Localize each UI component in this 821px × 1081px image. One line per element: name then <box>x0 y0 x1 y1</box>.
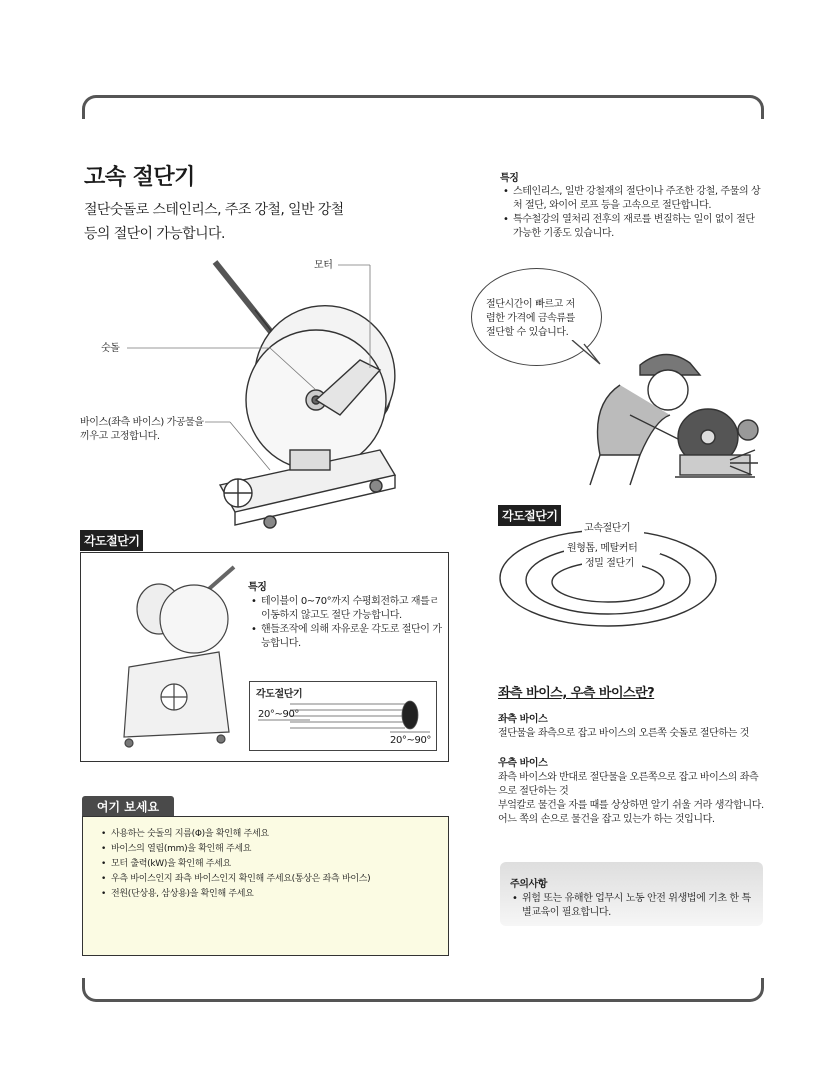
look-here-item: • 전원(단상용, 삼상용)을 확인해 주세요 <box>101 887 441 902</box>
page-title: 고속 절단기 <box>84 165 195 190</box>
vise-right-desc-1: 좌측 바이스와 반대로 절단물을 오른쪽으로 잡고 바이스의 좌측으로 절단하는 것 <box>498 772 759 797</box>
vise-heading: 좌측 바이스, 우측 바이스란? <box>498 686 655 701</box>
vise-right <box>498 757 764 827</box>
caution-heading: 주의사항 <box>510 879 548 890</box>
worker-illustration <box>580 345 765 495</box>
features-heading: 특징 <box>500 173 519 184</box>
cutoff-saw-illustration <box>80 250 420 535</box>
angle-cutter-features-list <box>251 595 443 651</box>
look-here-item: • 사용하는 숫돌의 지름(Φ)을 확인해 주세요 <box>101 827 441 842</box>
angle-inset <box>249 681 437 751</box>
angle-inset-range-left: 20°~90° <box>258 709 300 720</box>
page-frame-top <box>82 95 764 119</box>
caution-box <box>500 862 763 926</box>
speech-bubble-text <box>486 298 591 340</box>
speech-bubble-line: 절단할 수 있습니다. <box>486 327 569 338</box>
page-subtitle: 절단숫돌로 스테인리스, 주조 강철, 일반 강철 등의 절단이 가능합니다. <box>84 202 344 242</box>
category-inner: 정밀 절단기 <box>585 558 635 569</box>
vise-left <box>498 713 764 741</box>
speech-bubble-line: 렴한 가격에 금속류를 <box>486 313 575 324</box>
angle-inset-title: 각도절단기 <box>256 689 303 700</box>
vise-left-title: 좌측 바이스 <box>498 714 548 725</box>
angle-cutter-tag: 각도절단기 <box>80 530 143 551</box>
look-here-tab: 여기 보세요 <box>82 796 174 818</box>
angle-cutter-feature: • 테이블이 0~70°까지 수평회전하고 재를ㄹ 이동하지 않고도 절단 가능합니다. <box>251 595 443 623</box>
look-here-item: • 모터 출력(kW)을 확인해 주세요 <box>101 857 441 872</box>
features-item: • 특수철강의 열처리 전후의 재로를 변질하는 일이 없이 절단 가능한 기종도 있습니다. <box>503 213 765 241</box>
look-here-list <box>101 827 441 902</box>
angle-cutter-features-heading: 특징 <box>248 582 267 593</box>
vise-right-desc-2: 부엌칼로 물건을 자를 때를 상상하면 알기 쉬울 거라 생각합니다. 어느 쪽의 손으로 물건을 잡고 있는가 하는 것입니다. <box>498 800 764 825</box>
look-here-item: • 우측 바이스인지 좌측 바이스인지 확인해 주세요(통상은 좌측 바이스) <box>101 872 441 887</box>
motor-label: 모터 <box>314 260 333 271</box>
speech-bubble-line: 절단시간이 빠르고 저 <box>486 299 575 310</box>
caution-list <box>512 892 752 920</box>
vise-left-desc: 절단물을 좌측으로 잡고 바이스의 오른쪽 숫돌로 절단하는 것 <box>498 728 749 739</box>
angle-cutter-feature: • 핸들조작에 의해 자유로운 각도로 절단이 가능합니다. <box>251 623 443 651</box>
features-list <box>503 185 765 241</box>
caution-text: • 위험 또는 유해한 업무시 노동 안전 위생법에 기초 한 특별교육이 필요합니다. <box>512 892 752 920</box>
vise-label-line2: 끼우고 고정합니다. <box>80 431 160 442</box>
vise-right-title: 우측 바이스 <box>498 758 548 769</box>
angle-cutter-box <box>80 552 449 762</box>
angle-cutter-illustration <box>109 557 239 757</box>
category-middle: 원형톱, 메탈커터 <box>567 543 638 554</box>
look-here-item: • 바이스의 열림(mm)을 확인해 주세요 <box>101 842 441 857</box>
categories-tag: 각도절단기 <box>498 505 561 526</box>
categories-diagram <box>498 525 718 630</box>
page-frame-bottom <box>82 978 764 1002</box>
category-outer: 고속절단기 <box>584 523 631 534</box>
features-item: • 스테인리스, 일반 강철재의 절단이나 주조한 강철, 주물의 상처 절단, 와이어 로프 등을 고속으로 절단합니다. <box>503 185 765 213</box>
wheel-label: 숫돌 <box>101 343 120 354</box>
angle-inset-range-right: 20°~90° <box>390 735 432 746</box>
look-here-box <box>82 816 449 956</box>
vise-label-line1: 바이스(좌측 바이스) 가공물을 <box>80 417 204 428</box>
